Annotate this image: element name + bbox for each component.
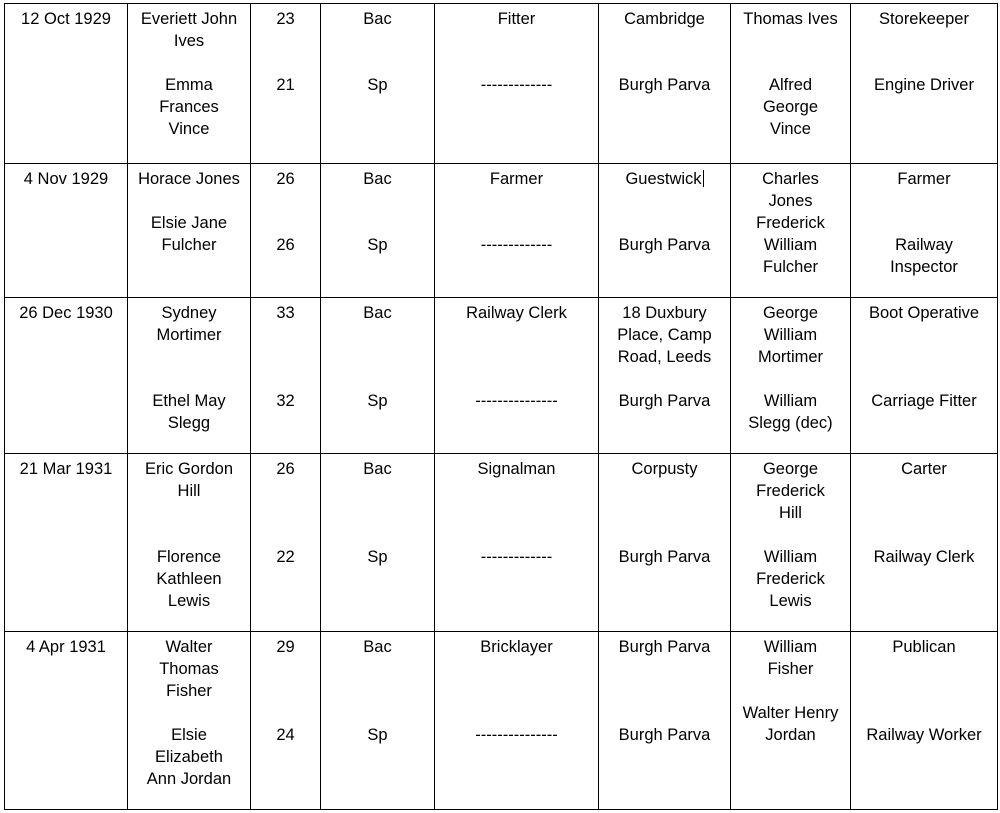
groom-residence: Burgh Parva xyxy=(618,638,711,656)
table-row xyxy=(5,454,998,632)
bride-father-name: William xyxy=(763,392,818,410)
residence-cell[interactable] xyxy=(599,164,731,298)
groom-residence: 18 Duxbury xyxy=(622,304,707,322)
condition-cell xyxy=(321,454,435,632)
bride-age: 26 xyxy=(276,236,295,254)
groom-condition: Bac xyxy=(363,10,392,28)
bride-father-occupation: Railway Worker xyxy=(866,726,982,744)
condition-cell xyxy=(321,4,435,164)
bride-name-line: Fulcher xyxy=(161,236,217,254)
bride-name-line: Vince xyxy=(168,120,210,138)
groom-father-name: George xyxy=(762,304,819,322)
bride-name-line: Elsie xyxy=(171,726,207,744)
groom-age: 26 xyxy=(276,170,295,188)
bride-father-occupation: Railway xyxy=(895,236,953,254)
groom-name-line: Eric Gordon xyxy=(144,460,234,478)
groom-condition: Bac xyxy=(363,638,392,656)
father-name-cell xyxy=(731,164,851,298)
bride-name-line: Lewis xyxy=(167,592,211,610)
bride-father-name: Lewis xyxy=(769,592,812,610)
marriage-date-cell xyxy=(5,4,128,164)
groom-age: 29 xyxy=(276,638,295,656)
groom-father-name: William xyxy=(763,638,818,656)
groom-name-line: Fisher xyxy=(166,682,212,700)
condition-cell xyxy=(321,298,435,454)
groom-residence xyxy=(605,168,724,190)
groom-age: 26 xyxy=(276,460,295,478)
father-name-cell xyxy=(731,454,851,632)
bride-residence: Burgh Parva xyxy=(618,236,711,254)
text-cursor xyxy=(703,170,704,187)
bride-age: 24 xyxy=(276,726,295,744)
groom-residence: Cambridge xyxy=(624,10,705,28)
groom-condition: Bac xyxy=(363,170,392,188)
marriage-register-table xyxy=(4,3,998,810)
bride-father-occupation: Inspector xyxy=(890,258,958,276)
groom-occupation: Fitter xyxy=(497,10,536,28)
bride-name-line: Florence xyxy=(156,548,222,566)
bride-name-line: Elizabeth xyxy=(155,748,223,766)
father-occupation-cell xyxy=(851,632,998,810)
bride-occupation: ------------- xyxy=(480,236,553,254)
bride-father-name: Frederick xyxy=(756,570,825,588)
bride-residence: Burgh Parva xyxy=(618,76,711,94)
bride-condition: Sp xyxy=(367,76,388,94)
groom-residence: Road, Leeds xyxy=(617,348,712,366)
ages-cell xyxy=(251,4,321,164)
names-cell xyxy=(128,454,251,632)
bride-age: 22 xyxy=(276,548,295,566)
bride-father-occupation: Engine Driver xyxy=(874,76,974,94)
marriage-date: 4 Apr 1931 xyxy=(26,638,106,656)
groom-father-name: Mortimer xyxy=(757,348,824,366)
names-cell xyxy=(128,164,251,298)
occupation-cell xyxy=(435,632,599,810)
groom-occupation: Bricklayer xyxy=(480,638,553,656)
groom-father-name: Thomas Ives xyxy=(743,10,838,28)
bride-occupation: ------------- xyxy=(480,548,553,566)
register-body xyxy=(5,4,998,810)
occupation-cell xyxy=(435,4,599,164)
names-cell xyxy=(128,298,251,454)
groom-father-name: William xyxy=(763,326,818,344)
groom-name-line: Walter xyxy=(165,638,213,656)
groom-father-occupation: Boot Operative xyxy=(868,304,980,322)
condition-cell xyxy=(321,164,435,298)
occupation-cell xyxy=(435,164,599,298)
groom-name-line: Everiett John xyxy=(140,10,238,28)
bride-father-name: Alfred xyxy=(768,76,813,94)
groom-father-occupation: Storekeeper xyxy=(879,10,969,28)
groom-father-name: Charles xyxy=(762,170,819,188)
bride-father-name: Slegg (dec) xyxy=(748,414,833,432)
marriage-date-cell xyxy=(5,164,128,298)
bride-father-occupation: Railway Clerk xyxy=(873,548,975,566)
father-occupation-cell xyxy=(851,4,998,164)
bride-father-name: Walter Henry xyxy=(742,704,839,722)
groom-residence: Corpusty xyxy=(631,460,698,478)
marriage-date-cell xyxy=(5,632,128,810)
groom-residence-text: Guestwick xyxy=(625,170,702,188)
bride-residence: Burgh Parva xyxy=(618,548,711,566)
bride-father-occupation: Carriage Fitter xyxy=(871,392,977,410)
bride-residence: Burgh Parva xyxy=(618,726,711,744)
condition-cell xyxy=(321,632,435,810)
bride-name-line: Ethel May xyxy=(152,392,226,410)
names-cell xyxy=(128,4,251,164)
table-row xyxy=(5,298,998,454)
father-occupation-cell xyxy=(851,164,998,298)
groom-name-line: Hill xyxy=(177,482,201,500)
ages-cell xyxy=(251,164,321,298)
bride-occupation: --------------- xyxy=(475,726,558,744)
ages-cell xyxy=(251,454,321,632)
father-name-cell xyxy=(731,298,851,454)
groom-condition: Bac xyxy=(363,304,392,322)
marriage-date-cell xyxy=(5,454,128,632)
father-occupation-cell xyxy=(851,454,998,632)
father-name-cell xyxy=(731,632,851,810)
bride-occupation: --------------- xyxy=(475,392,558,410)
groom-father-occupation: Publican xyxy=(892,638,956,656)
bride-residence: Burgh Parva xyxy=(618,392,711,410)
residence-cell xyxy=(599,4,731,164)
groom-name-line: Horace Jones xyxy=(138,170,240,188)
groom-father-name: Hill xyxy=(779,504,802,522)
bride-condition: Sp xyxy=(367,548,388,566)
groom-occupation: Farmer xyxy=(489,170,544,188)
bride-name-line: Emma xyxy=(165,76,213,94)
father-name-cell xyxy=(731,4,851,164)
bride-father-name: Jordan xyxy=(765,726,816,744)
residence-cell xyxy=(599,454,731,632)
occupation-cell xyxy=(435,454,599,632)
groom-father-name: Frederick xyxy=(756,482,825,500)
groom-father-name: Fisher xyxy=(767,660,814,678)
bride-father-name: Frederick xyxy=(756,214,825,232)
groom-occupation: Signalman xyxy=(477,460,556,478)
bride-condition: Sp xyxy=(367,236,388,254)
groom-name-line: Mortimer xyxy=(156,326,222,344)
marriage-date: 4 Nov 1929 xyxy=(23,170,109,188)
marriage-date-cell xyxy=(5,298,128,454)
marriage-date: 26 Dec 1930 xyxy=(19,304,113,322)
bride-father-name: William xyxy=(763,548,818,566)
bride-father-name: Vince xyxy=(770,120,811,138)
groom-occupation: Railway Clerk xyxy=(466,304,567,322)
bride-condition: Sp xyxy=(367,392,388,410)
table-row xyxy=(5,164,998,298)
bride-age: 32 xyxy=(276,392,295,410)
groom-age: 23 xyxy=(276,10,295,28)
groom-father-name: George xyxy=(762,460,819,478)
residence-cell xyxy=(599,298,731,454)
bride-condition: Sp xyxy=(367,726,388,744)
groom-father-occupation: Carter xyxy=(901,460,947,478)
groom-residence: Place, Camp xyxy=(617,326,712,344)
occupation-cell xyxy=(435,298,599,454)
marriage-date: 12 Oct 1929 xyxy=(21,10,111,28)
groom-age: 33 xyxy=(276,304,295,322)
bride-age: 21 xyxy=(276,76,295,94)
father-occupation-cell xyxy=(851,298,998,454)
bride-name-line: Elsie Jane xyxy=(150,214,228,232)
groom-name-line: Sydney xyxy=(161,304,217,322)
groom-condition: Bac xyxy=(363,460,392,478)
bride-father-name: Fulcher xyxy=(762,258,819,276)
marriage-date: 21 Mar 1931 xyxy=(19,460,113,478)
bride-father-name: George xyxy=(762,98,819,116)
groom-father-name: Jones xyxy=(768,192,813,210)
bride-name-line: Slegg xyxy=(167,414,211,432)
residence-cell xyxy=(599,632,731,810)
bride-occupation: ------------- xyxy=(480,76,553,94)
bride-name-line: Kathleen xyxy=(156,570,222,588)
bride-father-name: William xyxy=(763,236,818,254)
bride-name-line: Frances xyxy=(159,98,219,116)
ages-cell xyxy=(251,632,321,810)
table-row xyxy=(5,4,998,164)
groom-name-line: Thomas xyxy=(159,660,219,678)
names-cell xyxy=(128,632,251,810)
table-row xyxy=(5,632,998,810)
bride-name-line: Ann Jordan xyxy=(146,770,232,788)
groom-name-line: Ives xyxy=(173,32,205,50)
ages-cell xyxy=(251,298,321,454)
groom-father-occupation: Farmer xyxy=(897,170,951,188)
